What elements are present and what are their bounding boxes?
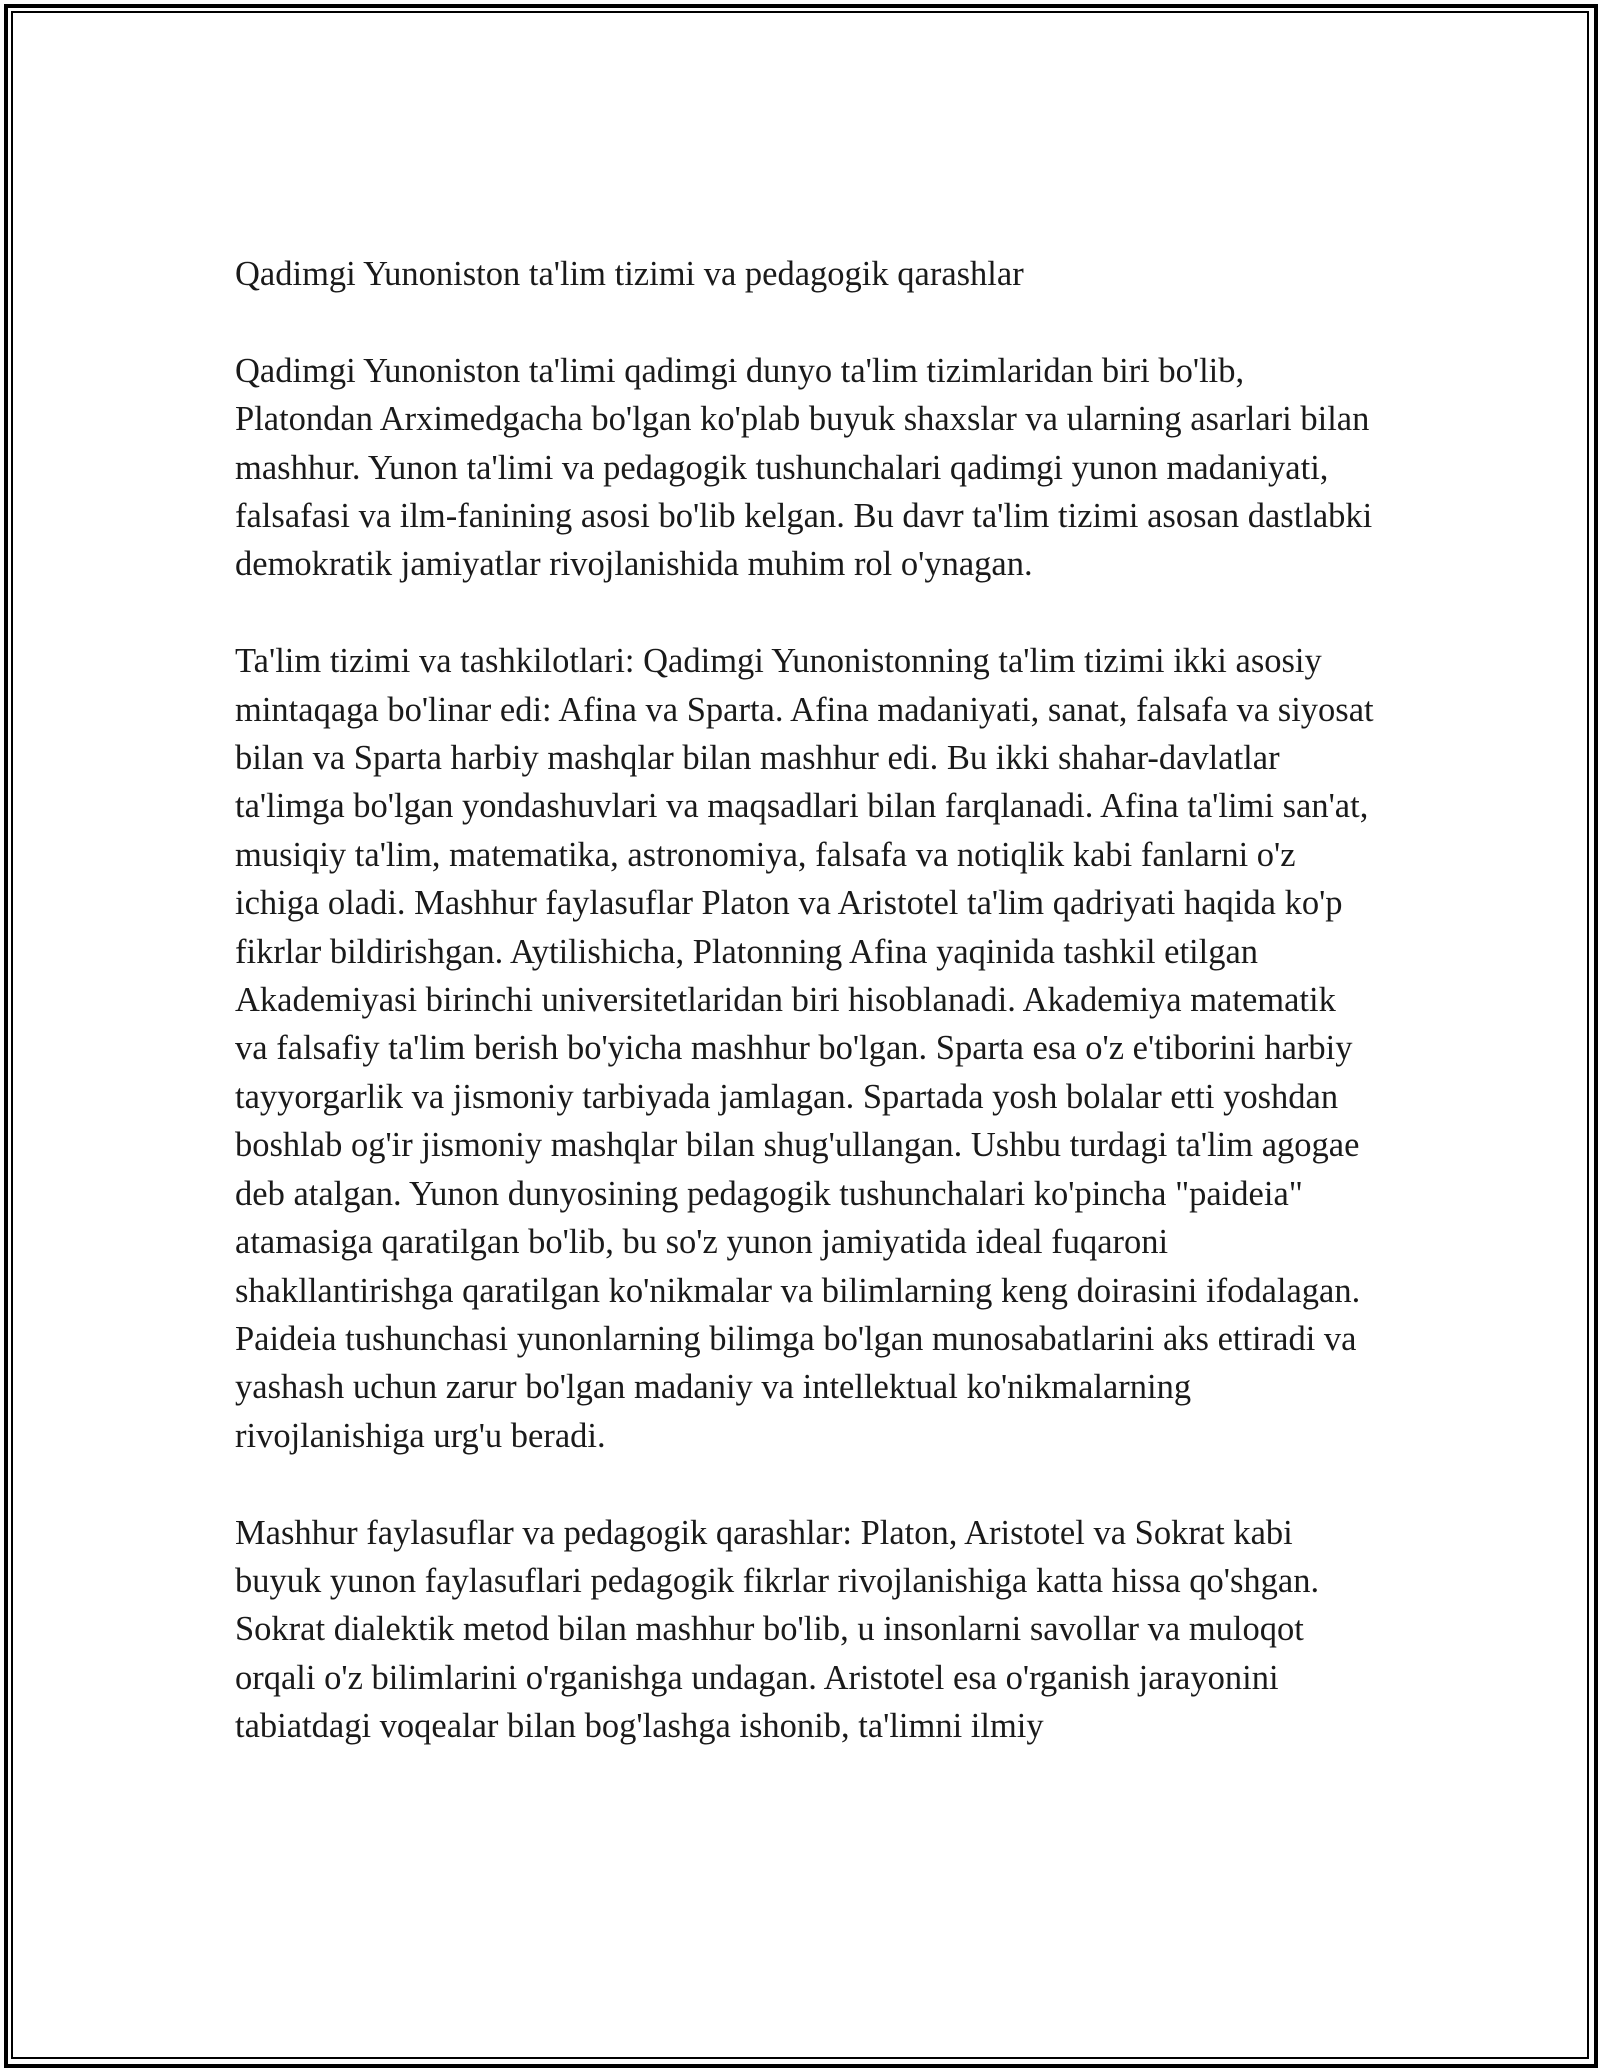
paragraph-philosophers: Mashhur faylasuflar va pedagogik qarashlar: Platon, Aristotel va Sokrat kabi buyuk yunon faylasuflari pedagogik fikrlar rivojlanishiga katta hissa qo'shgan. Sokrat dialektik metod bilan mashhur bo'lib, u insonlarni savollar va muloqot orqali o'z bilimlarini o'rganishga undagan. Aristotel esa o'rganish jarayonini tabiatdagi voqealar bilan bog'lashga ishonib, ta'limni ilmiy bbox=[235, 1513, 1320, 1746]
document-body bbox=[235, 250, 1375, 1751]
paragraph-introduction: Qadimgi Yunoniston ta'limi qadimgi dunyo ta'lim tizimlaridan biri bo'lib, Platondan Arximedgacha bo'lgan ko'plab buyuk shaxslar va ularning asarlari bilan mashhur. Yunon ta'limi va pedagogik tushunchalari qadimgi yunon madaniyati, falsafasi va ilm-fanining asosi bo'lib kelgan. Bu davr ta'lim tizimi asosan dastlabki demokratik jamiyatlar rivojlanishida muhim rol o'ynagan. bbox=[235, 351, 1373, 584]
document-title: Qadimgi Yunoniston ta'lim tizimi va pedagogik qarashlar bbox=[235, 255, 1024, 293]
paragraph-education-system: Ta'lim tizimi va tashkilotlari: Qadimgi Yunonistonning ta'lim tizimi ikki asosiy mintaqaga bo'linar edi: Afina va Sparta. Afina madaniyati, sanat, falsafa va siyosat bilan va Sparta harbiy mashqlar bilan mashhur edi. Bu ikki shahar-davlatlar ta'limga bo'lgan yondashuvlari va maqsadlari bilan farqlanadi. Afina ta'limi san'at, musiqiy ta'lim, matematika, astronomiya, falsafa va notiqlik kabi fanlarni o'z ichiga oladi. Mashhur faylasuflar Platon va Aristotel ta'lim qadriyati haqida ko'p fikrlar bildirishgan. Aytilishicha, Platonning Afina yaqinida tashkil etilgan Akademiyasi birinchi universitetlaridan biri hisoblanadi. Akademiya matematik va falsafiy ta'lim berish bo'yicha mashhur bo'lgan. Sparta esa o'z e'tiborini harbiy tayyorgarlik va jismoniy tarbiyada jamlagan. Spartada yosh bolalar etti yoshdan boshlab og'ir jismoniy mashqlar bilan shug'ullangan. Ushbu turdagi ta'lim agogae deb atalgan. Yunon dunyosining pedagogik tushunchalari ko'pincha "paideia" atamasiga qaratilgan bo'lib, bu so'z yunon jamiyatida ideal fuqaroni shakllantirishga qaratilgan ko'nikmalar va bilimlarning keng doirasini ifodalagan. Paideia tushunchasi yunonlarning bilimga bo'lgan munosabatlarini aks ettiradi va yashash uchun zarur bo'lgan madaniy va intellektual ko'nikmalarning rivojlanishiga urg'u beradi. bbox=[235, 642, 1374, 1455]
